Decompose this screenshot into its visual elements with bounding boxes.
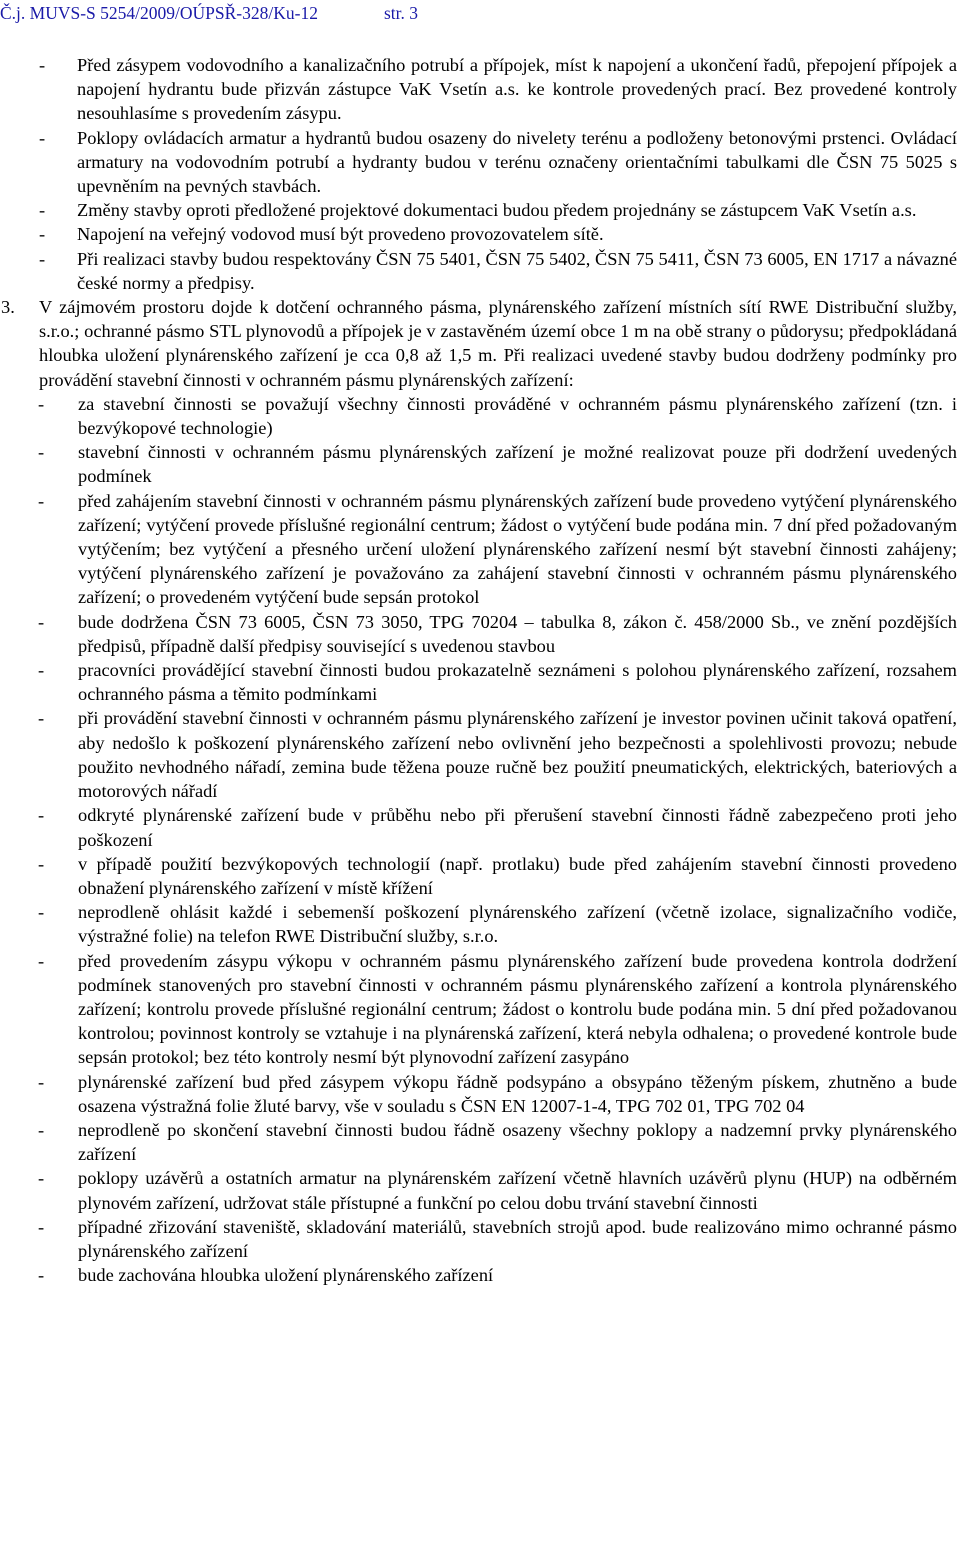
list-marker: - (38, 708, 45, 729)
list-item-text: při provádění stavební činnosti v ochranném pásmu plynárenského zařízení je investor povinen učinit taková opatření, aby nedošlo k poškození plynárenského zařízení nebo ovlivnění jeho bezpečnosti a spolehlivosti provozu; nebude použito nevhodného nářadí, zemina bude těžena pouze ručně bez použití pneumatických, elektrických, bateriových a motorových nářadí (78, 708, 957, 802)
list-item (0, 852, 957, 900)
list-marker: - (38, 1216, 45, 1237)
list-item (0, 440, 957, 488)
list-marker: - (38, 853, 45, 874)
list-item-text: pracovníci provádějící stavební činnosti budou prokazatelně seznámeni s polohou plynárenského zařízení, rozsahem ochranného pásma a těmito podmínkami (78, 660, 957, 705)
list-marker: - (39, 55, 46, 75)
list-marker: - (38, 1119, 45, 1140)
list-item (0, 900, 957, 948)
list-item-text: za stavební činnosti se považují všechny činnosti prováděné v ochranném pásmu plynárenského zařízení (tzn. i bezvýkopové technologie) (78, 393, 957, 439)
list-marker: - (38, 950, 45, 971)
list-item-text: bude dodržena ČSN 73 6005, ČSN 73 3050, TPG 70204 – tabulka 8, zákon č. 458/2000 Sb., ve znění pozdějších předpisů, případně další předpisy související s uvedenou stavbou (78, 611, 957, 656)
list-marker: - (38, 1071, 45, 1092)
list-marker: - (38, 611, 45, 632)
list-marker: - (38, 902, 45, 923)
list-item-text: poklopy uzávěrů a ostatních armatur na plynárenském zařízení včetně hlavních uzávěrů plynu (HUP) na odběrném plynovém zařízení, udržovat stále přístupné a funkční po celou dobu trvání stavební činnosti (78, 1168, 957, 1213)
list-item (0, 1166, 957, 1214)
list-marker: - (38, 660, 45, 681)
list-item (0, 1118, 957, 1166)
page-number: str. 3 (383, 3, 419, 23)
list-item-text: před zahájením stavební činnosti v ochranném pásmu plynárenských zařízení bude provedeno vytýčení plynárenského zařízení; vytýčení provede příslušné regionální centrum; žádost o vytýčení bude podána min. 7 dní před požadovaným vytýčením; bez vytýčení a přesného určení uložení plynárenského zařízení nesmí být stavební činnosti zahájeny; vytýčení plynárenského zařízení je považováno za zahájení stavební činnosti v ochranném pásmu plynárenského zařízení; o provedeném vytýčení bude sepsán protokol (78, 490, 957, 608)
list-item-text: stavební činnosti v ochranném pásmu plynárenských zařízení je možné realizovat pouze při dodržení uvedených podmínek (78, 442, 957, 487)
list-item (0, 126, 957, 199)
list-item-text: bude zachována hloubka uložení plynárenského zařízení (78, 1265, 494, 1286)
list-item-text: plynárenské zařízení bud před zásypem výkopu řádně podsypáno a obsypáno těženým pískem, zhutněno a bude osazena výstražná folie žluté barvy, vše v souladu s ČSN EN 12007-1-4, TPG 702 01, TPG 702 04 (78, 1071, 957, 1116)
list-item (0, 53, 957, 126)
section-3-list (0, 392, 957, 1288)
list-marker: - (39, 224, 46, 245)
list-marker: - (39, 248, 46, 269)
list-item (0, 198, 957, 222)
list-marker: - (38, 805, 45, 826)
list-item (0, 1070, 957, 1118)
list-item (0, 803, 957, 851)
list-item (0, 610, 957, 658)
list-item (0, 247, 957, 295)
list-item (0, 1215, 957, 1263)
list-item-text: neprodleně ohlásit každé i sebemenší poškození plynárenského zařízení (včetně izolace, signalizačního vodiče, výstražné folie) na telefon RWE Distribuční služby, s.r.o. (78, 902, 957, 947)
page-header (0, 3, 418, 24)
document-body (0, 53, 957, 1287)
list-item (0, 1263, 957, 1287)
list-item-text: odkryté plynárenské zařízení bude v průběhu nebo při přerušení stavební činnosti řádně zabezpečeno proti jeho poškození (78, 805, 957, 850)
list-item-text: Změny stavby oproti předložené projektové dokumentaci budou předem projednány se zástupcem VaK Vsetín a.s. (77, 200, 917, 221)
list-item (0, 949, 957, 1070)
list-marker: - (38, 490, 45, 511)
list-item-text: před provedením zásypu výkopu v ochranném pásmu plynárenského zařízení bude provedena kontrola dodržení podmínek stanovených pro stavební činnosti v ochranném pásmu plynárenského zařízení a kontrola plynárenského zařízení; kontrolu provede příslušné regionální centrum; žádost o kontrolu bude podána min. 5 dní před požadovanou kontrolou; povinnost kontroly se vztahuje i na plynárenská zařízení, která nebyla odhalena; o provedené kontrole bude sepsán protokol; bez této kontroly nesmí být plynovodní zařízení zasypáno (78, 950, 957, 1068)
section-3 (0, 295, 957, 392)
list-item-text: neprodleně po skončení stavební činnosti budou řádně osazeny všechny poklopy a nadzemní prvky plynárenského zařízení (78, 1119, 957, 1165)
list-item-text: v případě použití bezvýkopových technologií (např. protlaku) bude před zahájením stavební činnosti provedeno obnažení plynárenského zařízení v místě křížení (78, 853, 957, 898)
list-marker: - (39, 127, 46, 148)
list-item (0, 706, 957, 803)
list-marker: - (38, 1265, 45, 1286)
section-number: 3. (1, 297, 15, 318)
list-item-text: Poklopy ovládacích armatur a hydrantů budou osazeny do nivelety terénu a podloženy betonovými prstenci. Ovládací armatury na vodovodním potrubí a hydranty budou v terénu označeny orientačními tabulkami dle ČSN 75 5025 s upevněním na pevných stavbách. (77, 127, 957, 197)
list-item (0, 658, 957, 706)
list-marker: - (38, 1168, 45, 1189)
section-text: V zájmovém prostoru dojde k dotčení ochranného pásma, plynárenského zařízení místních sítí RWE Distribuční služby, s.r.o.; ochranné pásmo STL plynovodů a přípojek je v zastavěném území obce 1 m na obě strany o půdorysu; předpokládaná hloubka uložení plynárenského zařízení je cca 0,8 až 1,5 m. Při realizaci uvedené stavby budou dodrženy podmínky pro provádění stavební činnosti v ochranném pásmu plynárenských zařízení: (39, 297, 957, 390)
list-item (0, 222, 957, 246)
document-reference: Č.j. MUVS-S 5254/2009/OÚPSŘ-328/Ku-12 (0, 3, 318, 23)
list-item-text: Napojení na veřejný vodovod musí být provedeno provozovatelem sítě. (77, 224, 604, 245)
list-marker: - (39, 200, 46, 221)
list-marker: - (38, 442, 45, 463)
list-item (0, 392, 957, 440)
list-item-text: Před zásypem vodovodního a kanalizačního potrubí a přípojek, míst k napojení a ukončení řadů, přepojení přípojek a napojení hydrantu bude přizván zástupce VaK Vsetín a.s. ke kontrole provedených prací. Bez provedené kontroly nesouhlasíme s provedením zásypu. (77, 55, 957, 124)
list-marker: - (38, 393, 45, 414)
list-item (0, 489, 957, 610)
list-item-text: Při realizaci stavby budou respektovány ČSN 75 5401, ČSN 75 5402, ČSN 75 5411, ČSN 73 6005, EN 1717 a návazné české normy a předpisy. (77, 248, 957, 293)
list-item-text: případné zřizování staveniště, skladování materiálů, stavebních strojů apod. bude realizováno mimo ochranné pásmo plynárenského zařízení (78, 1216, 957, 1261)
